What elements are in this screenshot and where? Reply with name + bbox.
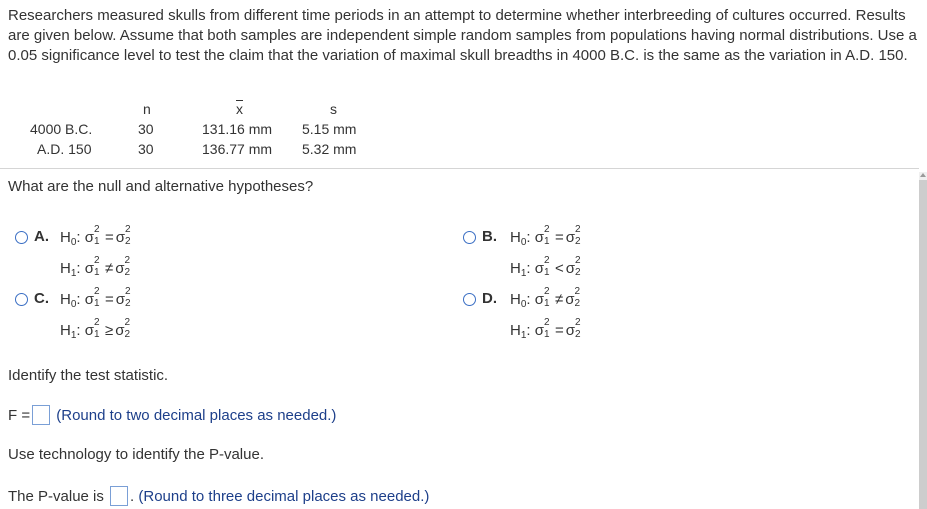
- row-s: 5.32 mm: [302, 141, 357, 157]
- null-hypothesis: $H_0$: σ 2 1 = σ 2 2: [510, 224, 581, 248]
- p-input[interactable]: [110, 486, 128, 506]
- test-statistic-question: Identify the test statistic.: [8, 367, 169, 384]
- p-answer-row: [8, 486, 429, 506]
- f-hint: (Round to two decimal places as needed.): [56, 407, 337, 424]
- divider: [0, 168, 919, 169]
- p-label: The P-value is: [8, 488, 104, 505]
- option-letter: D.: [482, 290, 497, 307]
- hypotheses-question: What are the null and alternative hypotheses?: [8, 178, 314, 195]
- header-xbar: $\overline{x}$: [236, 101, 243, 117]
- null-hypothesis: $H_0$: σ 2 1 = σ 2 2: [60, 286, 131, 310]
- option-letter: B.: [482, 228, 497, 245]
- p-value-question: Use technology to identify the P-value.: [8, 446, 264, 463]
- scroll-up-icon[interactable]: [920, 173, 926, 177]
- alt-hypothesis: $H_1$: σ 2 1 ≠ σ 2 2: [60, 255, 131, 279]
- row-label: A.D. 150: [37, 141, 92, 157]
- row-n: 30: [138, 121, 154, 137]
- radio-a[interactable]: [15, 231, 28, 244]
- null-hypothesis: $H_0$: σ 2 1 = σ 2 2: [60, 224, 131, 248]
- row-xbar: 136.77 mm: [202, 141, 273, 157]
- header-s: s: [330, 101, 337, 117]
- p-period: .: [130, 488, 135, 505]
- row-n: 30: [138, 141, 154, 157]
- scrollbar-thumb[interactable]: [919, 180, 927, 509]
- null-hypothesis: $H_0$: σ 2 1 ≠ σ 2 2: [510, 286, 581, 310]
- alt-hypothesis: $H_1$: σ 2 1 ≥ σ 2 2: [60, 317, 131, 341]
- row-label: 4000 B.C.: [30, 121, 93, 137]
- radio-c[interactable]: [15, 293, 28, 306]
- alt-hypothesis: $H_1$: σ 2 1 = σ 2 2: [510, 317, 581, 341]
- row-xbar: 131.16 mm: [202, 121, 273, 137]
- option-letter: C.: [34, 290, 49, 307]
- option-letter: A.: [34, 228, 49, 245]
- radio-d[interactable]: [463, 293, 476, 306]
- radio-b[interactable]: [463, 231, 476, 244]
- header-n: n: [143, 101, 151, 117]
- f-input[interactable]: [32, 405, 50, 425]
- row-s: 5.15 mm: [302, 121, 357, 137]
- f-label: F =: [8, 407, 31, 424]
- f-answer-row: [8, 405, 336, 425]
- alt-hypothesis: $H_1$: σ 2 1 < σ 2 2: [510, 255, 581, 279]
- problem-statement: Researchers measured skulls from different time periods in an attempt to determine whether interbreeding of cultures occurred. Results are given below. Assume that both samples are independent simple random samples from populations having normal distributions. Use a 0.05 significance level to test the claim that the variation of maximal skull breadths in 4000 B.C. is the same as the variation in A.D. 150.: [8, 7, 917, 64]
- p-hint: (Round to three decimal places as needed.): [138, 488, 430, 505]
